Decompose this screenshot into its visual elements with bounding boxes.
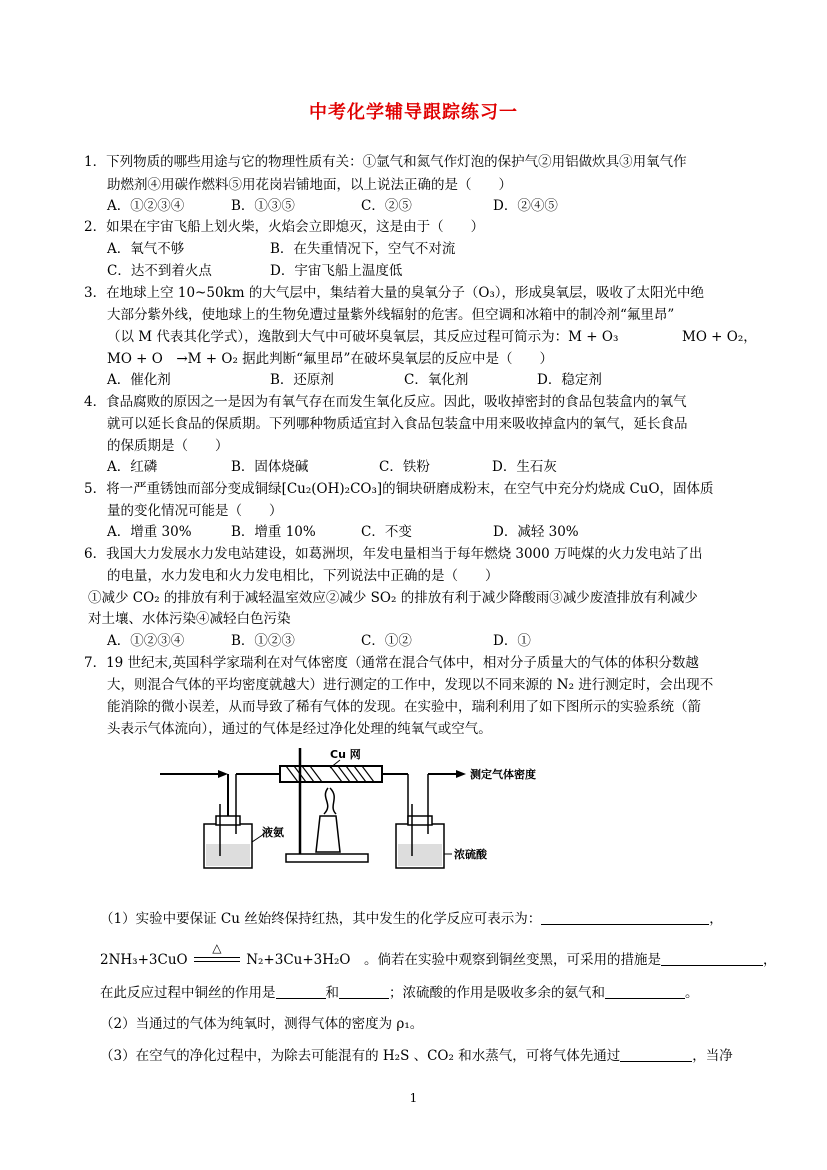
density-label: 测定气体密度 <box>470 768 536 781</box>
sub1-text-c4: 。 <box>685 985 699 1001</box>
q3-line3b: MO + O₂， <box>682 329 757 345</box>
apparatus-diagram <box>160 744 560 872</box>
q6-option-b: B．①②③ <box>231 633 295 649</box>
q1-option-c: C．②⑤ <box>361 198 412 214</box>
q3-line4: MO + O →M + O₂ 据此判断“氟里昂”在破坏臭氧层的反应中是（ ） <box>107 351 553 367</box>
liquid-ammonia-label: 液氨 <box>262 826 284 839</box>
sub1-reactants: 2NH₃+3CuO <box>100 952 188 968</box>
q5-line2: 量的变化情况可能是（ ） <box>107 503 283 519</box>
page-number: 1 <box>409 1091 418 1105</box>
sub3-line <box>100 1046 733 1066</box>
q6-line3: ①减少 CO₂ 的排放有利于减轻温室效应②减少 SO₂ 的排放有利于减少降酸雨③减少废渣排放有利减少 <box>88 590 698 606</box>
page-title: 中考化学辅导跟踪练习一 <box>309 102 518 123</box>
equation-bar-top <box>194 957 240 958</box>
q3-line2: 大部分紫外线，使地球上的生物免遭过量紫外线辐射的危害。但空调和冰箱中的制冷剂“氟里昂” <box>107 307 675 323</box>
q3-option-d: D．稳定剂 <box>537 372 602 388</box>
q2-line1: 2．如果在宇宙飞船上划火柴，火焰会立即熄灭，这是由于（ ） <box>84 219 485 235</box>
equation-bar-bottom <box>194 961 240 962</box>
delta-symbol: △ <box>212 941 222 955</box>
q5-option-b: B．增重 10% <box>231 524 316 540</box>
q6-line2: 的电量，水力发电和火力发电相比，下列说法中正确的是（ ） <box>107 568 499 584</box>
q6-option-a: A．①②③④ <box>107 633 185 649</box>
q4-line3: 的保质期是（ ） <box>107 438 229 454</box>
q1-line2: 助燃剂④用碳作燃料⑤用花岗岩铺地面，以上说法正确的是（ ） <box>107 177 512 193</box>
q1-option-d: D．②④⑤ <box>493 198 558 214</box>
sub1-blank-4[interactable] <box>339 984 389 999</box>
q4-option-c: C．铁粉 <box>379 459 430 475</box>
sub1-blank-3[interactable] <box>276 984 326 999</box>
sub1-text-c1: 在此反应过程中铜丝的作用是 <box>100 985 276 1001</box>
heating-condition <box>192 941 242 970</box>
q4-option-d: D．生石灰 <box>492 459 557 475</box>
q1-line1: 1．下列物质的哪些用途与它的物理性质有关：①氩气和氮气作灯泡的保护气②用铝做炊具③用氧气作 <box>84 154 687 170</box>
sub1-text-c2: 和 <box>325 985 339 1001</box>
q7-line2: 大，则混合气体的平均密度就越大）进行测定的工作中，发现以不同来源的 N₂ 进行测定时，会出现不 <box>107 677 714 693</box>
q7-line3: 能消除的微小误差，从而导致了稀有气体的发现。在实验中，瑞利利用了如下图所示的实验系统（箭 <box>107 699 701 715</box>
q4-line2: 就可以延长食品的保质期。下列哪种物质适宜封入食品包装盒中用来吸收掉盒内的氧气，延长食品 <box>107 416 688 432</box>
q5-line1: 5．将一严重锈蚀而部分变成铜绿[Cu₂(OH)₂CO₃]的铜块研磨成粉末，在空气中充分灼烧成 CuO，固体质 <box>84 481 714 497</box>
q4-option-b: B．固体烧碱 <box>231 459 309 475</box>
q1-option-b: B．①③⑤ <box>231 198 295 214</box>
q2-option-b: B．在失重情况下，空气不对流 <box>270 241 456 257</box>
sub3-blank-1[interactable] <box>620 1047 692 1062</box>
q6-line1: 6．我国大力发展水力发电站建设，如葛洲坝，年发电量相当于每年燃烧 3000 万吨煤的火力发电站了出 <box>84 546 703 562</box>
q3-option-b: B．还原剂 <box>270 372 334 388</box>
q3-line1: 3．在地球上空 10~50km 的大气层中，集结着大量的臭氧分子（O₃），形成臭氧层，吸收了太阳光中绝 <box>84 285 705 301</box>
sub1-text-c3: ；浓硫酸的作用是吸收多余的氨气和 <box>389 985 605 1001</box>
q6-option-d: D．① <box>493 633 531 649</box>
sub1-products: N₂+3Cu+3H₂O 。倘若在实验中观察到铜丝变黑，可采用的措施是 <box>246 952 661 968</box>
q7-line1: 7．19 世纪末,英国科学家瑞利在对气体密度（通常在混合气体中，相对分子质量大的气体的体积分数越 <box>84 655 699 671</box>
q7-line4: 头表示气体流向），通过的气体是经过净化处理的纯氧气或空气。 <box>107 721 492 737</box>
sub1-line1: （1）实验中要保证 Cu 丝始终保持红热，其中发生的化学反应可表示为： ， <box>100 911 723 927</box>
q2-option-c: C．达不到着火点 <box>107 263 212 279</box>
sub3-text-a: （3）在空气的净化过程中，为除去可能混有的 H₂S 、CO₂ 和水蒸气，可将气体先通过 <box>100 1048 621 1064</box>
sub1-line3 <box>100 983 699 1003</box>
sub2-line: （2）当通过的气体为纯氧时，测得气体的密度为 ρ₁。 <box>100 1016 424 1032</box>
q4-line1: 4．食品腐败的原因之一是因为有氧气存在而发生氧化反应。因此，吸收掉密封的食品包装盒内的氧气 <box>84 394 687 410</box>
q6-option-c: C．①② <box>361 633 412 649</box>
q3-line3a: （以 M 代表其化学式），逸散到大气中可破坏臭氧层，其反应过程可简示为：M + O₃ <box>107 329 619 345</box>
sub3-text-b: ，当净 <box>692 1048 733 1064</box>
q2-option-d: D．宇宙飞船上温度低 <box>270 263 403 279</box>
sub1-blank-2[interactable] <box>661 951 763 966</box>
cu-mesh-label: Cu 网 <box>330 748 361 761</box>
sulfuric-acid-label: 浓硫酸 <box>454 848 487 861</box>
q4-option-a: A．红磷 <box>107 459 158 475</box>
q2-option-a: A．氧气不够 <box>107 241 185 257</box>
sub1-blank-5[interactable] <box>605 984 685 999</box>
q5-option-d: D．减轻 30% <box>493 524 579 540</box>
q5-option-a: A．增重 30% <box>107 524 192 540</box>
q6-line4: 对土壤、水体污染④减轻白色污染 <box>88 611 291 627</box>
sub1-blank-1[interactable] <box>541 910 709 925</box>
sub1-line2: 2NH₃+3CuO △ N₂+3Cu+3H₂O 。倘若在实验中观察到铜丝变黑，可采用的措施是 ， <box>100 950 777 970</box>
q1-option-a: A．①②③④ <box>107 198 185 214</box>
q3-option-c: C．氧化剂 <box>404 372 469 388</box>
q5-option-c: C．不变 <box>361 524 412 540</box>
q3-option-a: A．催化剂 <box>107 372 171 388</box>
sub1-text-a: （1）实验中要保证 Cu 丝始终保持红热，其中发生的化学反应可表示为： <box>100 911 542 927</box>
